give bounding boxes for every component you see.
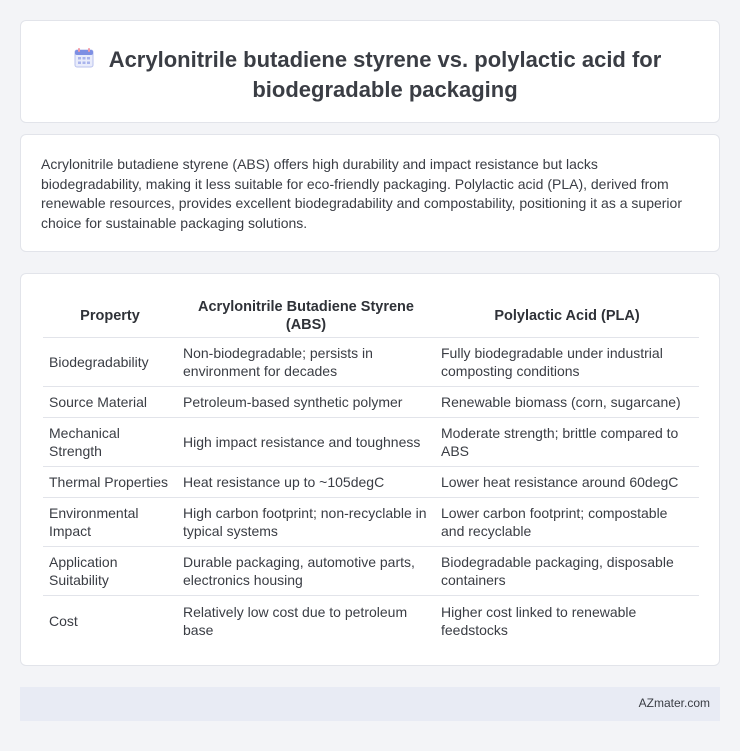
abs-cell: High impact resistance and toughness — [177, 418, 435, 467]
table-row — [43, 547, 699, 596]
summary-text: Acrylonitrile butadiene styrene (ABS) offers high durability and impact resistance but lacks biodegradability, making it less suitable for eco-friendly packaging. Polylactic acid (PLA), derived from renewable resources, provides excellent biodegradability and compostability, positioning it as a superior choice for sustainable packaging solutions. — [41, 156, 682, 231]
property-cell: Thermal Properties — [43, 467, 177, 498]
summary-card — [20, 134, 720, 252]
table-row — [43, 418, 699, 467]
property-cell: Source Material — [43, 387, 177, 418]
pla-cell: Renewable biomass (corn, sugarcane) — [435, 387, 699, 418]
table-row — [43, 596, 699, 645]
property-cell: Mechanical Strength — [43, 418, 177, 467]
page-title: Acrylonitrile butadiene styrene vs. polylactic acid for biodegradable packaging — [108, 47, 662, 102]
comparison-table — [43, 294, 699, 645]
property-cell: Biodegradability — [43, 338, 177, 387]
pla-cell: Fully biodegradable under industrial composting conditions — [435, 338, 699, 387]
pla-cell: Biodegradable packaging, disposable containers — [435, 547, 699, 596]
pla-cell: Lower heat resistance around 60degC — [435, 467, 699, 498]
pla-cell: Higher cost linked to renewable feedstocks — [441, 603, 637, 638]
header-abs: Acrylonitrile Butadiene Styrene (ABS) — [177, 294, 435, 338]
abs-cell: Relatively low cost due to petroleum base — [183, 603, 408, 638]
table-row — [43, 498, 699, 547]
footer-bar — [20, 687, 720, 721]
table-row — [43, 467, 699, 498]
property-cell: Environmental Impact — [43, 498, 177, 547]
title-card — [20, 20, 720, 123]
abs-cell: High carbon footprint; non-recyclable in typical systems — [177, 498, 435, 547]
property-cell: Cost — [49, 612, 78, 629]
abs-cell: Durable packaging, automotive parts, electronics housing — [177, 547, 435, 596]
property-cell: Application Suitability — [43, 547, 177, 596]
abs-cell: Non-biodegradable; persists in environment for decades — [177, 338, 435, 387]
pla-cell: Moderate strength; brittle compared to ABS — [435, 418, 699, 467]
pla-cell: Lower carbon footprint; compostable and recyclable — [435, 498, 699, 547]
table-row — [43, 387, 699, 418]
table-row — [43, 338, 699, 387]
header-pla: Polylactic Acid (PLA) — [435, 294, 699, 338]
header-property: Property — [43, 294, 177, 338]
table-header-row — [43, 294, 699, 338]
footer-brand[interactable]: AZmater.com — [638, 696, 710, 710]
abs-cell: Heat resistance up to ~105degC — [177, 467, 435, 498]
abs-cell: Petroleum-based synthetic polymer — [177, 387, 435, 418]
comparison-table-card — [20, 273, 720, 666]
